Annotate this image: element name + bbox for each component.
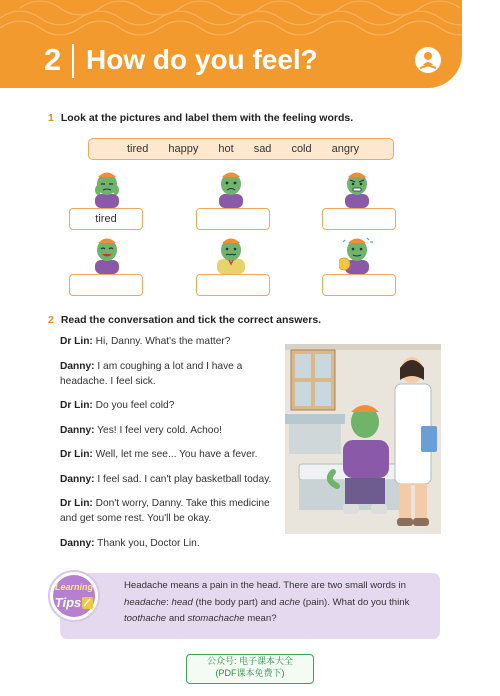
danny-sad-picture xyxy=(213,168,249,208)
tips-text-part: (pain). What do you think xyxy=(300,596,410,608)
tips-text-part: headache xyxy=(124,596,167,608)
speaker: Dr Lin: xyxy=(60,449,93,460)
tips-text-part: : xyxy=(166,596,172,608)
word-bank-item: tired xyxy=(127,143,149,155)
task2-instruction-text: Read the conversation and tick the correct answers. xyxy=(60,314,322,326)
speaker: Dr Lin: xyxy=(60,400,93,411)
dialogue-line xyxy=(60,536,282,551)
speech: Thank you, Doctor Lin. xyxy=(94,537,200,549)
speech: Yes! I feel very cold. Achoo! xyxy=(94,424,222,436)
title-divider xyxy=(72,44,74,78)
speaker: Danny: xyxy=(60,424,95,436)
tips-badge-line2: Tips xyxy=(54,595,82,610)
speech: Well, let me see... You have a fever. xyxy=(92,449,258,460)
label-answer-box[interactable] xyxy=(196,208,270,230)
speech: Do you feel cold? xyxy=(92,400,175,411)
unit-title: How do you feel? xyxy=(86,44,318,75)
word-bank-item: cold xyxy=(291,143,312,155)
unit-banner xyxy=(0,0,462,88)
speech: Don't worry, Danny. Take this medicine and get some rest. You'll be okay. xyxy=(60,498,270,524)
danny-hot-picture xyxy=(339,234,375,274)
word-bank-item: sad xyxy=(253,143,272,155)
speaker: Dr Lin: xyxy=(60,336,93,347)
dialogue-line xyxy=(60,359,282,389)
task1-instruction-text: Look at the pictures and label them with the feeling words. xyxy=(60,112,354,124)
footer-line1: 公众号: 电子课本大全 xyxy=(206,656,293,666)
footer-watermark-stamp xyxy=(186,654,314,684)
speech: I feel sad. I can't play basketball today. xyxy=(94,473,272,485)
label-answer-box[interactable] xyxy=(322,274,396,296)
dialogue-line xyxy=(60,447,282,462)
word-bank-item: hot xyxy=(218,143,234,155)
tips-text-part: stomachache xyxy=(187,613,245,624)
tips-text-part: toothache xyxy=(124,613,167,624)
speaker: Danny: xyxy=(60,360,95,372)
learning-tips-badge xyxy=(44,568,116,624)
speaker: Danny: xyxy=(60,537,95,549)
word-bank-item: happy xyxy=(168,143,199,155)
task1-number: 1 xyxy=(48,112,54,124)
label-answer-box[interactable] xyxy=(322,208,396,230)
tips-text-part: ache xyxy=(279,596,301,608)
conversation xyxy=(60,334,282,560)
dialogue-line xyxy=(60,496,282,526)
tips-text-part: (the body part) and xyxy=(192,596,280,608)
learning-tips-text xyxy=(124,578,434,628)
speaker: Dr Lin: xyxy=(60,498,93,509)
tips-badge-line1: Learning xyxy=(54,582,94,592)
speech: I am coughing a lot and I have a headache. I feel sick. xyxy=(60,360,243,387)
tips-text-part: head xyxy=(171,596,193,608)
danny-tired-picture xyxy=(89,168,125,208)
tips-text-part: and xyxy=(166,613,188,624)
label-answer-box[interactable] xyxy=(69,274,143,296)
task1-instruction xyxy=(48,112,353,124)
danny-cold-picture xyxy=(213,234,249,274)
tips-text-part: mean? xyxy=(244,613,277,624)
doctor-visit-illustration xyxy=(285,344,441,534)
unit-number: 2 xyxy=(44,42,62,77)
dialogue-line xyxy=(60,334,282,349)
label-answer-box[interactable]: tired xyxy=(69,208,143,230)
label-answer-box[interactable] xyxy=(196,274,270,296)
word-bank-item: angry xyxy=(331,143,360,155)
tips-text-part: Headache means a pain in the head. There are two small words in xyxy=(124,580,406,591)
speech: Hi, Danny. What's the matter? xyxy=(92,336,231,347)
reading-person-icon xyxy=(414,46,442,74)
speaker: Danny: xyxy=(60,473,95,485)
task2-number: 2 xyxy=(48,314,54,326)
dialogue-line xyxy=(60,472,282,487)
task2-instruction xyxy=(48,314,321,326)
danny-happy-picture xyxy=(89,234,125,274)
footer-line2: (PDF课本免费下) xyxy=(215,668,285,678)
dialogue-line xyxy=(60,398,282,413)
dialogue-line xyxy=(60,423,282,438)
word-bank xyxy=(88,138,394,160)
danny-angry-picture xyxy=(339,168,375,208)
